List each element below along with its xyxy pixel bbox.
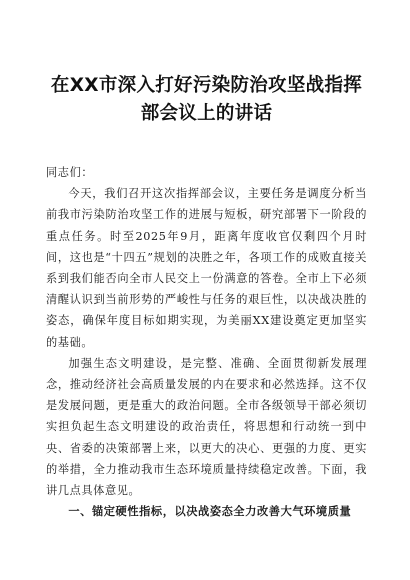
paragraph-ecological-civilization: 加强生态文明建设，是完整、准确、全面贯彻新发展理念，推动经济社会高质量发展的内在要求和必然选择。这不仅是发展问题，更是重大的政治问题。全市各级领导干部必须切实担负起生态文明建设的政治责任，将思想和行动统一到中央、省委的决策部署上来，以更大的决心、更强的力度、更实的举措，全力推动我市生态环境质量持续稳定改善。下面，我讲几点具体意见。 (46, 356, 367, 498)
document-title: 在XX市深入打好污染防治攻坚战指挥部会议上的讲话 (50, 75, 363, 124)
paragraph-opening: 今天，我们召开这次指挥部会议，主要任务是调度分析当前我市污染防治攻坚工作的进展与短板，研究部署下一阶段的重点任务。时至2025年9月，距离年度收官仅剩四个月时间，这也是“十四五”规划的决胜之年，各项工作的成败直接关系到我们能否向全市人民交上一份满意的答卷。全市上下必须清醒认识到当前形势的严峻性与任务的艰巨性，以决战决胜的姿态，确保年度目标如期实现，为美丽XX建设奠定更加坚实的基础。 (46, 187, 367, 349)
salutation: 同志们： (46, 166, 94, 179)
section-heading-1: 一、锚定硬性指标，以决战姿态全力改善大气环境质量 (68, 505, 352, 519)
